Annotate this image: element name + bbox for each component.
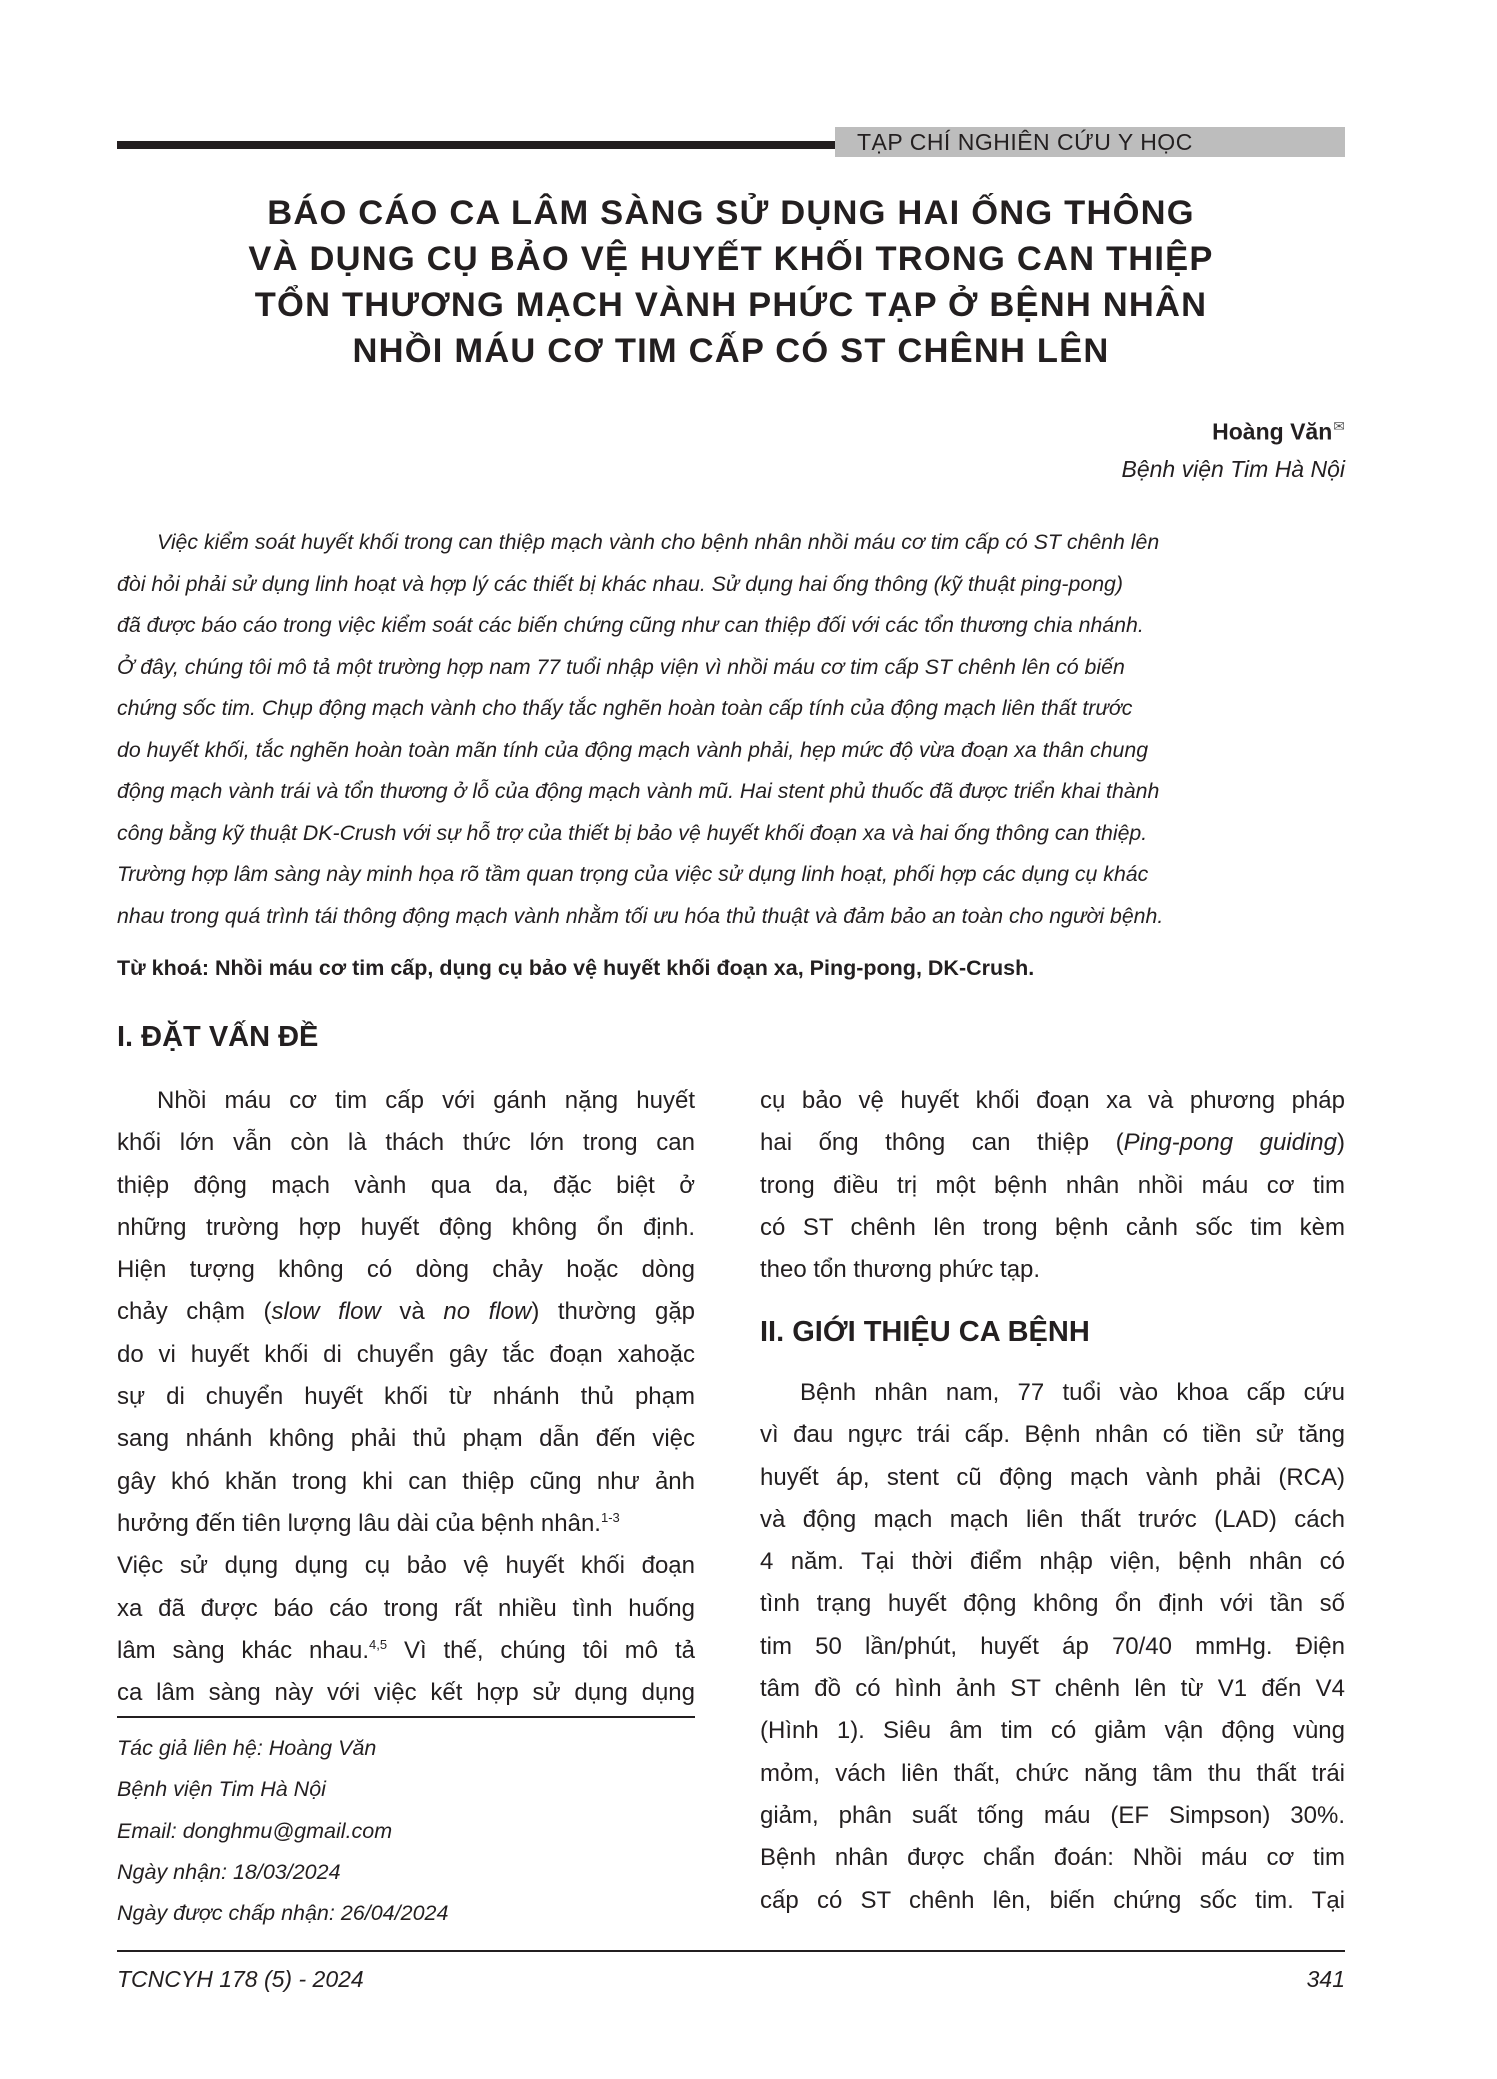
footnote-line: Bệnh viện Tim Hà Nội bbox=[117, 1777, 326, 1802]
correspondence-footnote bbox=[117, 1728, 448, 1934]
paragraph-line: hưởng đến tiên lượng lâu dài của bệnh nhân.$^{1-3}$ bbox=[117, 1509, 620, 1537]
author bbox=[1212, 418, 1345, 446]
abstract-line: Việc kiểm soát huyết khối trong can thiệp mạch vành cho bệnh nhân nhồi máu cơ tim cấp có ST chênh lên bbox=[157, 530, 1160, 554]
paragraph-line: tình trạng huyết động không ổn định với tần số bbox=[760, 1590, 1345, 1618]
paragraph-line: hai ống thông can thiệp (Ping-pong guiding) bbox=[760, 1129, 1345, 1157]
left-column bbox=[117, 1080, 695, 1714]
article-title bbox=[117, 190, 1345, 374]
abstract-line: chứng sốc tim. Chụp động mạch vành cho thấy tắc nghẽn hoàn toàn cấp tính của động mạch liên thất trước bbox=[117, 696, 1133, 720]
paragraph-line: sự di chuyển huyết khối từ nhánh thủ phạm bbox=[117, 1383, 695, 1411]
abstract bbox=[117, 522, 1345, 937]
paragraph-line: có ST chênh lên trong bệnh cảnh sốc tim kèm bbox=[760, 1213, 1345, 1241]
paragraph-line: Nhồi máu cơ tim cấp với gánh nặng huyết bbox=[157, 1087, 695, 1114]
abstract-line: do huyết khối, tắc nghẽn hoàn toàn mãn tính của động mạch vành phải, hẹp mức độ vừa đoạn xa thân chung bbox=[117, 737, 1149, 762]
citation: 4,5 bbox=[369, 1636, 388, 1652]
paragraph-line: giảm, phân suất tống máu (EF Simpson) 30%. bbox=[760, 1801, 1345, 1829]
journal-reference: TCNCYH 178 (5) - 2024 bbox=[117, 1966, 364, 1992]
abstract-line: nhau trong quá trình tái thông động mạch vành nhằm tối ưu hóa thủ thuật và đảm bảo an toàn cho người bệnh. bbox=[117, 903, 1164, 928]
footnote-line: Ngày được chấp nhận: 26/04/2024 bbox=[117, 1901, 449, 1926]
right-column-case bbox=[760, 1372, 1345, 1922]
keywords: Từ khoá: Nhồi máu cơ tim cấp, dụng cụ bảo vệ huyết khối đoạn xa, Ping-pong, DK-Crush. bbox=[117, 956, 1035, 980]
author-name: Hoàng Văn bbox=[1212, 418, 1333, 445]
abstract-line: đòi hỏi phải sử dụng linh hoạt và hợp lý các thiết bị khác nhau. Sử dụng hai ống thông (kỹ thuật ping-pong) bbox=[117, 571, 1123, 596]
footnote-line: Email: donghmu@gmail.com bbox=[117, 1818, 393, 1843]
abstract-line: Ở đây, chúng tôi mô tả một trường hợp nam 77 tuổi nhập viện vì nhồi máu cơ tim cấp ST chênh lên có biến bbox=[117, 654, 1125, 679]
title-line: VÀ DỤNG CỤ BẢO VỆ HUYẾT KHỐI TRONG CAN THIỆP bbox=[248, 240, 1214, 278]
paragraph-line: trong điều trị một bệnh nhân nhồi máu cơ tim bbox=[760, 1171, 1345, 1199]
title-line: BÁO CÁO CA LÂM SÀNG SỬ DỤNG HAI ỐNG THÔNG bbox=[267, 194, 1195, 232]
paragraph-line: xa đã được báo cáo trong rất nhiều tình huống bbox=[117, 1594, 695, 1622]
right-column-continuation bbox=[760, 1080, 1345, 1291]
header-rule bbox=[117, 141, 835, 149]
envelope-icon: ✉ bbox=[1333, 418, 1345, 434]
paragraph-line: chảy chậm (slow flow và no flow) thường gặp bbox=[117, 1298, 696, 1326]
paragraph-line: Hiện tượng không có dòng chảy hoặc dòng bbox=[117, 1256, 695, 1284]
paragraph-line: theo tổn thương phức tạp. bbox=[760, 1256, 1041, 1284]
paragraph-line: khối lớn vẫn còn là thách thức lớn trong can bbox=[117, 1129, 695, 1157]
section-heading-case-report: II. GIỚI THIỆU CA BỆNH bbox=[760, 1316, 1090, 1348]
paragraph-line: sang nhánh không phải thủ phạm dẫn đến việc bbox=[117, 1425, 695, 1453]
abstract-line: công bằng kỹ thuật DK-Crush với sự hỗ trợ của thiết bị bảo vệ huyết khối đoạn xa và hai ống thông can thiệp. bbox=[117, 820, 1148, 845]
title-line: TỔN THƯƠNG MẠCH VÀNH PHỨC TẠP Ở BỆNH NHÂN bbox=[254, 286, 1208, 324]
paragraph-line: tâm đồ có hình ảnh ST chênh lên từ V1 đến V4 bbox=[760, 1675, 1345, 1703]
footer-rule bbox=[117, 1950, 1345, 1952]
paragraph-line: gây khó khăn trong khi can thiệp cũng như ảnh bbox=[117, 1467, 695, 1495]
paragraph-line: Việc sử dụng dụng cụ bảo vệ huyết khối đoạn bbox=[117, 1552, 695, 1580]
paragraph-line: cấp có ST chênh lên, biến chứng sốc tim. Tại bbox=[760, 1886, 1345, 1914]
page-number: 341 bbox=[1306, 1966, 1345, 1992]
citation: 1-3 bbox=[600, 1509, 620, 1525]
paragraph-line: tim 50 lần/phút, huyết áp 70/40 mmHg. Điện bbox=[760, 1632, 1345, 1660]
paragraph-line: mỏm, vách liên thất, chức năng tâm thu thất trái bbox=[760, 1759, 1345, 1787]
paragraph-line: (Hình 1). Siêu âm tim có giảm vận động vùng bbox=[760, 1717, 1345, 1745]
paragraph-line: cụ bảo vệ huyết khối đoạn xa và phương pháp bbox=[760, 1087, 1345, 1114]
paragraph-line: huyết áp, stent cũ động mạch vành phải (RCA) bbox=[760, 1463, 1345, 1491]
journal-header: TẠP CHÍ NGHIÊN CỨU Y HỌC bbox=[835, 127, 1345, 157]
footnote-line: Ngày nhận: 18/03/2024 bbox=[117, 1859, 341, 1884]
paragraph-line: do vi huyết khối di chuyển gây tắc đoạn xahoặc bbox=[117, 1340, 695, 1368]
paragraph-line: 4 năm. Tại thời điểm nhập viện, bệnh nhân có bbox=[760, 1548, 1345, 1576]
paragraph-line: lâm sàng khác nhau.$^{4,5}$ Vì thế, chúng tôi mô tả bbox=[117, 1636, 695, 1664]
paragraph-line: ca lâm sàng này với việc kết hợp sử dụng dụng bbox=[117, 1679, 695, 1707]
paragraph-line: thiệp động mạch vành qua da, đặc biệt ở bbox=[117, 1171, 695, 1199]
abstract-line: Trường hợp lâm sàng này minh họa rõ tầm quan trọng của việc sử dụng linh hoạt, phối hợp các dụng cụ khác bbox=[117, 862, 1149, 886]
paragraph-line: những trường hợp huyết động không ổn định. bbox=[117, 1213, 695, 1241]
paragraph-line: Bệnh nhân được chẩn đoán: Nhồi máu cơ tim bbox=[760, 1844, 1345, 1872]
abstract-line: đã được báo cáo trong việc kiểm soát các biến chứng cũng như can thiệp đối với các tổn thương chia nhánh. bbox=[117, 613, 1144, 637]
section-heading-introduction: I. ĐẶT VẤN ĐỀ bbox=[117, 1021, 319, 1053]
footnote-rule bbox=[117, 1716, 695, 1718]
title-line: NHỒI MÁU CƠ TIM CẤP CÓ ST CHÊNH LÊN bbox=[352, 332, 1110, 370]
paragraph-line: vì đau ngực trái cấp. Bệnh nhân có tiền sử tăng bbox=[760, 1421, 1345, 1449]
author-affiliation: Bệnh viện Tim Hà Nội bbox=[1121, 456, 1345, 482]
paragraph-line: và động mạch mạch liên thất trước (LAD) cách bbox=[760, 1505, 1345, 1533]
abstract-line: động mạch vành trái và tổn thương ở lỗ của động mạch vành mũ. Hai stent phủ thuốc đã được triển khai thành bbox=[117, 779, 1160, 803]
footnote-line: Tác giả liên hệ: Hoàng Văn bbox=[117, 1736, 377, 1760]
paragraph-line: Bệnh nhân nam, 77 tuổi vào khoa cấp cứu bbox=[800, 1379, 1345, 1406]
